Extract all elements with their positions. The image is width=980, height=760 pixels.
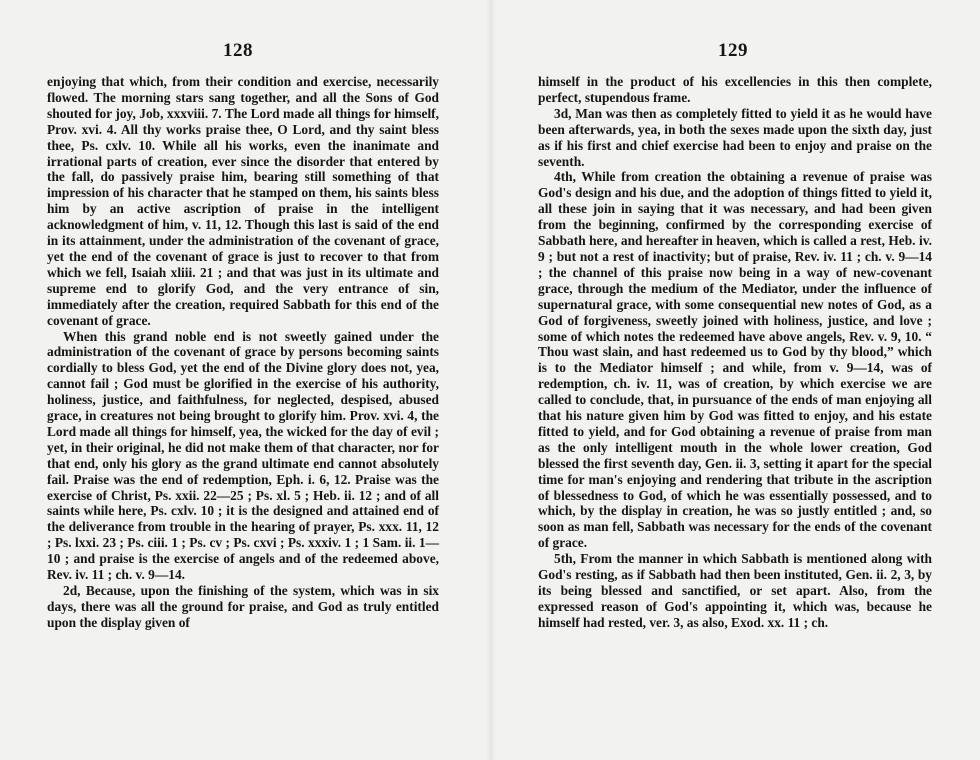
right-paragraph-2: 3d, Man was then as completely fitted to yield it as he would have been afterwards, yea, in both the sexes made upon the sixth day, just as if his first and chief exercise had been to enjoy and praise on the seventh. [538, 105, 932, 169]
right-paragraph-3: 4th, While from creation the obtaining a revenue of praise was God's design and his due, and the adoption of things fitted to yield it, all these join in saying that it was necessary, and had been given from the beginning, confirmed by the corresponding exercise of Sabbath here, and hereafter in heaven, which is called a rest, Heb. iv. 9 ; but not a rest of inactivity; but of praise, Rev. iv. 11 ; ch. v. 9—14 ; the channel of this praise now being in a way of new-covenant grace, through the medium of the Mediator, under the influence of supernatural grace, with some consequential new notes of God, as a God of forgiveness, sweetly joined with holiness, justice, and love ; some of which notes the redeemed have above angels, Rev. v. 9, 10. “ Thou wast slain, and hast redeemed us to God by thy blood,” which is to the Mediator himself ; and while, from v. 9—14, was of redemption, ch. iv. 11, was of creation, by which exercise we are called to conclude, that, in pursuance of the ends of man enjoying all that his nature given him by God was fitted to enjoy, and his estate fitted to yield, and for God obtaining a revenue of praise from man as the only intelligent mouth in the whole lower creation, God blessed the first seventh day, Gen. ii. 3, setting it apart for the special time for man's enjoying and rendering that tribute in the ascription of blessedness to God, of which he was essentially possessed, and to which, by the display in creation, he was so justly entitled ; and, so soon as man fell, Sabbath was necessary for the ends of the covenant of grace. [538, 169, 932, 551]
left-paragraph-2: When this grand noble end is not sweetly gained under the administration of the covenant of grace by persons becoming saints cordially to bless God, yet the end of the Divine glory does not, yea, cannot fail ; God must be glorified in the exercise of his authority, holiness, justice, and faithfulness, for neglected, despised, abused grace, in creatures not being brought to glorify him. Prov. xvi. 4, the Lord made all things for himself, yea, the wicked for the day of evil ; yet, in their original, he did not make them of that character, nor for that end, only his glory as the grand ultimate end cannot absolutely fail. Praise was the end of redemption, Eph. i. 6, 12. Praise was the exercise of Christ, Ps. xxii. 22—25 ; Ps. xl. 5 ; Heb. ii. 12 ; and of all saints while here, Ps. cxlv. 10 ; it is the designed and attained end of the deliverance from trouble in the hearing of prayer, Ps. xxx. 11, 12 ; Ps. lxxi. 23 ; Ps. ciii. 1 ; Ps. cv ; Ps. cxvi ; Ps. xxxiv. 1 ; 1 Sam. ii. 1—10 ; and praise is the exercise of angels and of the redeemed above, Rev. iv. 11 ; ch. v. 9—14. [47, 328, 439, 583]
right-page-text [538, 74, 932, 631]
right-paragraph-4: 5th, From the manner in which Sabbath is mentioned along with God's resting, as if Sabbath had then been instituted, Gen. ii. 2, 3, by its being blessed and sanctified, or set apart. Also, from the expressed reason of God's appointing it, which was, because he himself had rested, ver. 3, as also, Exod. xx. 11 ; ch. [538, 551, 932, 630]
left-paragraph-1: enjoying that which, from their condition and exercise, necessarily flowed. The morning stars sang together, and all the Sons of God shouted for joy, Job, xxxviii. 7. The Lord made all things for himself, Prov. xvi. 4. All thy works praise thee, O Lord, and thy saint bless thee, Ps. cxlv. 10. While all his works, even the inanimate and irrational parts of creation, ever since the disorder that entered by the fall, do passively praise him, bearing still something of that impression of his character that he stamped on them, his saints bless him by an active ascription of praise in the intelligent acknowledgment of him, v. 11, 12. Though this last is said of the end in its attainment, under the administration of the covenant of grace, yet the end of the covenant of grace is just to recover to that from which we fell, Isaiah xliii. 21 ; and that was just in its ultimate and supreme end to glorify God, and the very entrance of sin, immediately after the creation, required Sabbath for this end of the covenant of grace. [47, 74, 439, 328]
right-paragraph-1: himself in the product of his excellencies in this then complete, perfect, stupendous frame. [538, 74, 932, 105]
page-number-left: 128 [223, 40, 253, 61]
book-gutter [486, 0, 496, 760]
page-number-right: 129 [718, 40, 748, 61]
left-paragraph-3: 2d, Because, upon the finishing of the system, which was in six days, there was all the ground for praise, and God as truly entitled upon the display given of [47, 583, 439, 630]
right-page [496, 0, 980, 760]
left-page-text [47, 74, 439, 631]
left-page [0, 0, 486, 760]
